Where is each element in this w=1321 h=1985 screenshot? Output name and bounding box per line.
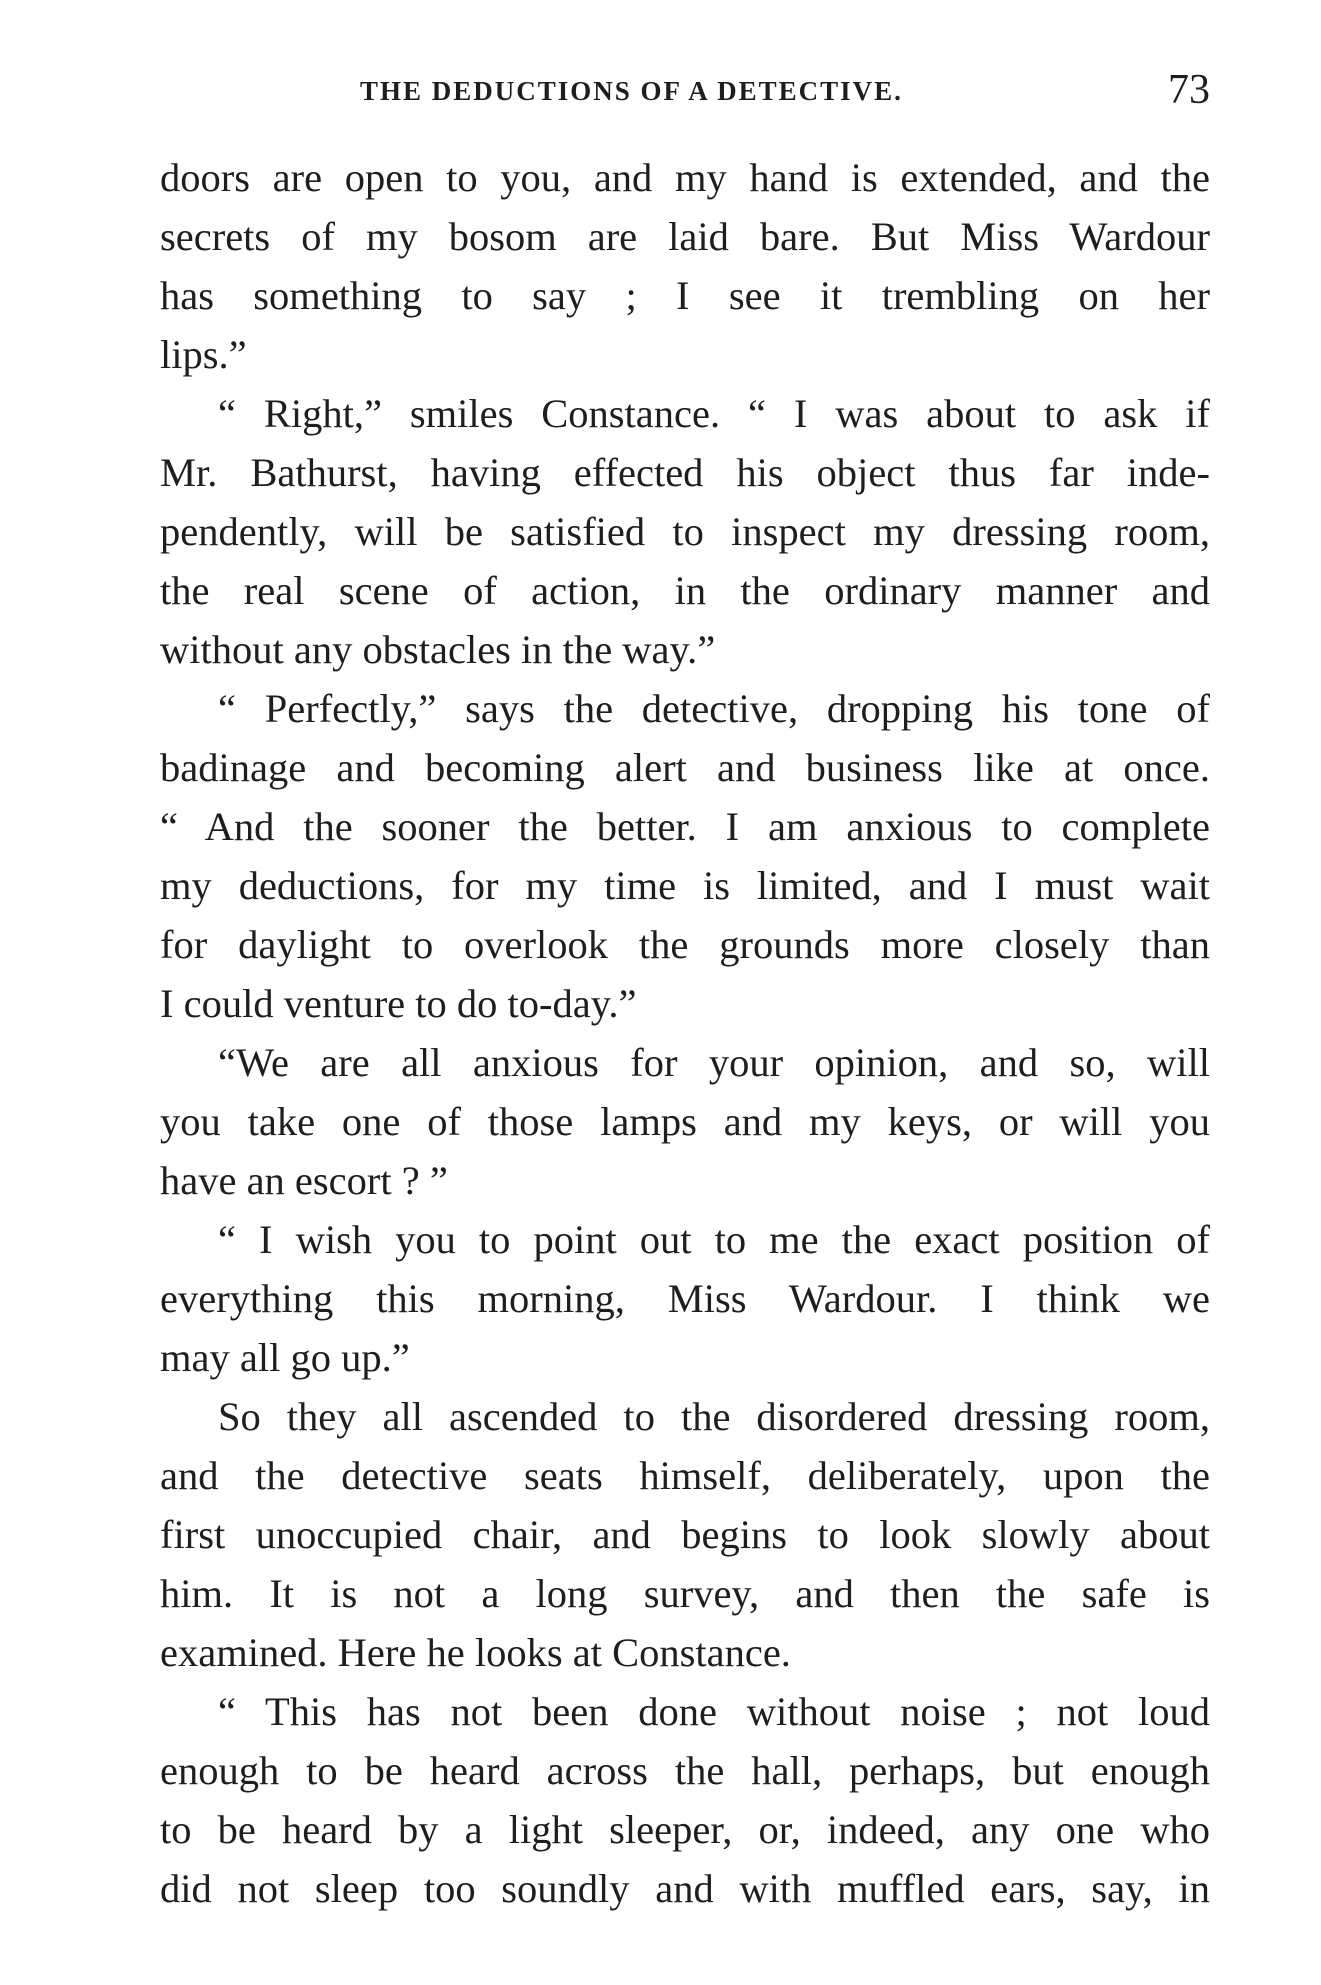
text-line: everything this morning, Miss Wardour. I think we (160, 1276, 1210, 1321)
text-line: “ This has not been done without noise ; not loud (218, 1689, 1210, 1734)
text-line: him. It is not a long survey, and then the safe is (160, 1571, 1210, 1616)
text-line: have an escort ? ” (160, 1158, 448, 1203)
text-line: the real scene of action, in the ordinary manner and (160, 568, 1210, 613)
text-line: “ And the sooner the better. I am anxious to complete (160, 804, 1210, 849)
text-line: my deductions, for my time is limited, and I must wait (160, 863, 1210, 908)
text-line: “We are all anxious for your opinion, and so, will (218, 1040, 1210, 1085)
text-line: enough to be heard across the hall, perhaps, but enough (160, 1748, 1210, 1793)
page-number: 73 (1168, 67, 1210, 113)
text-line: “ I wish you to point out to me the exact position of (218, 1217, 1210, 1262)
text-line: secrets of my bosom are laid bare. But Miss Wardour (160, 214, 1210, 259)
text-line: “ Perfectly,” says the detective, dropping his tone of (218, 686, 1210, 731)
text-line: doors are open to you, and my hand is extended, and the (160, 155, 1210, 200)
text-line: did not sleep too soundly and with muffled ears, say, in (160, 1866, 1210, 1911)
text-line: may all go up.” (160, 1335, 410, 1380)
text-line: “ Right,” smiles Constance. “ I was about to ask if (218, 391, 1210, 436)
text-line: I could venture to do to-day.” (160, 981, 637, 1026)
text-line: and the detective seats himself, deliberately, upon the (160, 1453, 1210, 1498)
text-line: Mr. Bathurst, having effected his object thus far inde- (160, 450, 1210, 495)
text-line: has something to say ; I see it trembling on her (160, 273, 1210, 318)
text-line: So they all ascended to the disordered dressing room, (218, 1394, 1210, 1439)
text-line: lips.” (160, 332, 247, 377)
text-line: without any obstacles in the way.” (160, 627, 716, 672)
text-line: to be heard by a light sleeper, or, indeed, any one who (160, 1807, 1210, 1852)
text-line: for daylight to overlook the grounds more closely than (160, 922, 1210, 967)
running-title: THE DEDUCTIONS OF A DETECTIVE. (360, 76, 903, 106)
text-line: pendently, will be satisfied to inspect my dressing room, (160, 509, 1210, 554)
text-line: examined. Here he looks at Constance. (160, 1630, 791, 1675)
text-line: badinage and becoming alert and business like at once. (160, 745, 1210, 790)
body-text (160, 148, 1210, 1918)
text-line: you take one of those lamps and my keys, or will you (160, 1099, 1210, 1144)
text-line: first unoccupied chair, and begins to look slowly about (160, 1512, 1210, 1557)
running-head (160, 67, 1210, 114)
